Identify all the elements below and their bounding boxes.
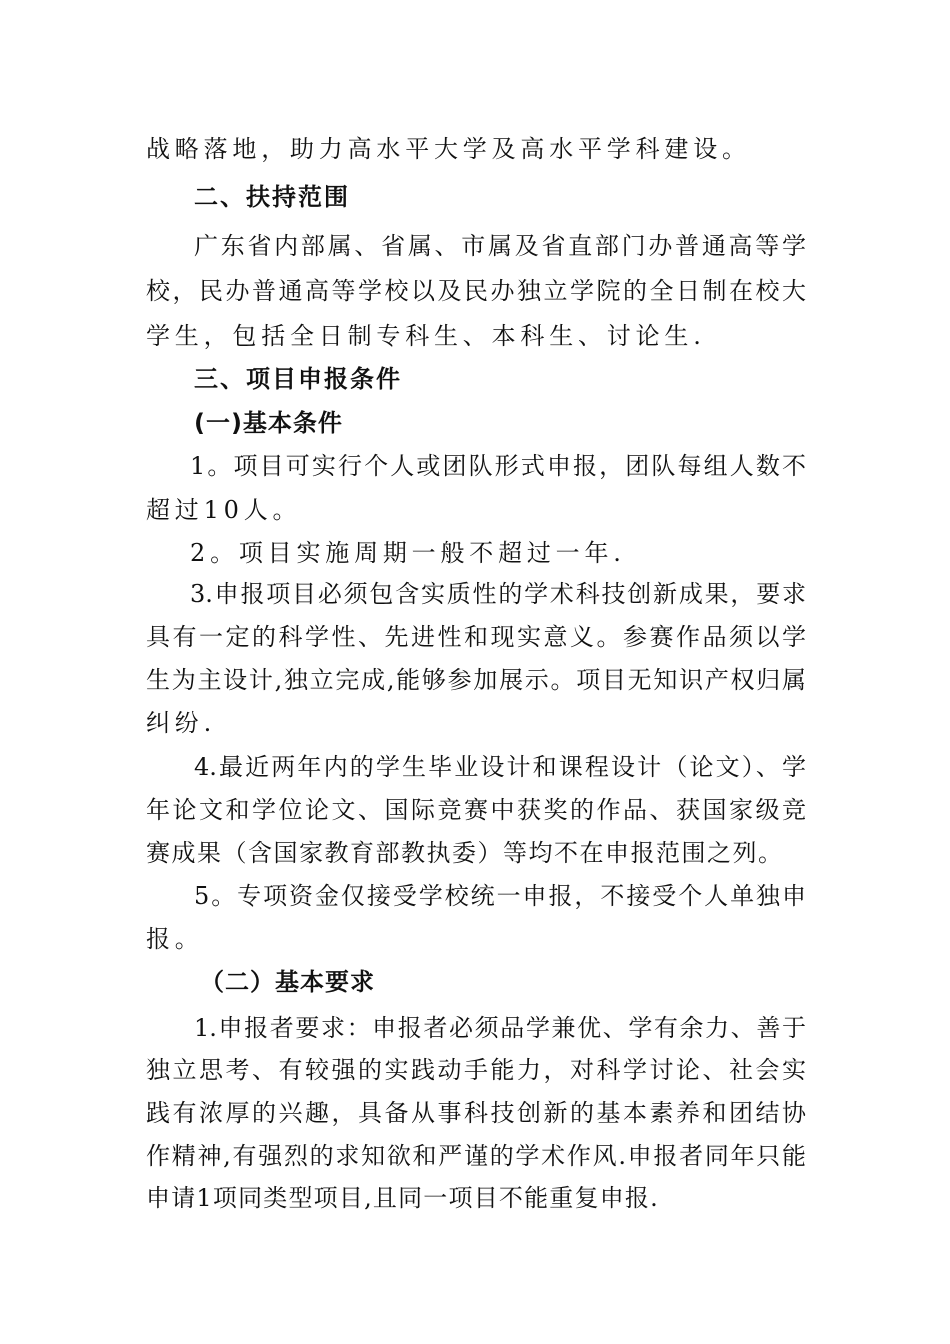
paragraph-line: 生为主设计,独立完成,能够参加展示。项目无知识产权归属 bbox=[146, 666, 806, 694]
paragraph-line: 广东省内部属、省属、市属及省直部门办普通高等学 bbox=[194, 232, 806, 260]
paragraph-line: 具有一定的科学性、先进性和现实意义。参赛作品须以学 bbox=[146, 623, 806, 651]
paragraph-line: 践有浓厚的兴趣，具备从事科技创新的基本素养和团结协 bbox=[146, 1099, 806, 1127]
paragraph-line: 赛成果（含国家教育部教执委）等均不在申报范围之列。 bbox=[146, 839, 784, 867]
paragraph-line: 学生，包括全日制专科生、本科生、讨论生. bbox=[146, 322, 706, 350]
section-heading-application-conditions: 三、项目申报条件 bbox=[194, 365, 402, 393]
sub-heading-basic-requirements: （二）基本要求 bbox=[200, 968, 375, 996]
paragraph-line: 超过10人。 bbox=[146, 496, 302, 524]
paragraph-line: 3.申报项目必须包含实质性的学术科技创新成果，要求 bbox=[190, 580, 806, 608]
paragraph-line: 校，民办普通高等学校以及民办独立学院的全日制在校大 bbox=[146, 277, 806, 305]
paragraph-line: 独立思考、有较强的实践动手能力，对科学讨论、社会实 bbox=[146, 1056, 806, 1084]
paragraph-line: 2。项目实施周期一般不超过一年. bbox=[190, 539, 626, 567]
paragraph-line: 4.最近两年内的学生毕业设计和课程设计（论文）、学 bbox=[194, 753, 806, 781]
paragraph-line: 作精神,有强烈的求知欲和严谨的学术作风.申报者同年只能 bbox=[146, 1142, 806, 1170]
section-heading-support-scope: 二、扶持范围 bbox=[194, 183, 350, 211]
paragraph-line: 纠纷. bbox=[146, 709, 217, 737]
paragraph-line: 1.申报者要求：申报者必须品学兼优、学有余力、善于 bbox=[194, 1014, 806, 1042]
paragraph-line: 申请1项同类型项目,且同一项目不能重复申报. bbox=[146, 1184, 659, 1212]
paragraph-line: 5。专项资金仅接受学校统一申报，不接受个人单独申 bbox=[194, 882, 806, 910]
paragraph-line: 年论文和学位论文、国际竞赛中获奖的作品、获国家级竞 bbox=[146, 796, 806, 824]
sub-heading-basic-conditions: (一)基本条件 bbox=[194, 409, 343, 437]
paragraph-line: 战略落地，助力高水平大学及高水平学科建设。 bbox=[146, 135, 751, 163]
paragraph-line: 1。项目可实行个人或团队形式申报，团队每组人数不 bbox=[190, 452, 806, 480]
paragraph-line: 报。 bbox=[146, 925, 204, 953]
